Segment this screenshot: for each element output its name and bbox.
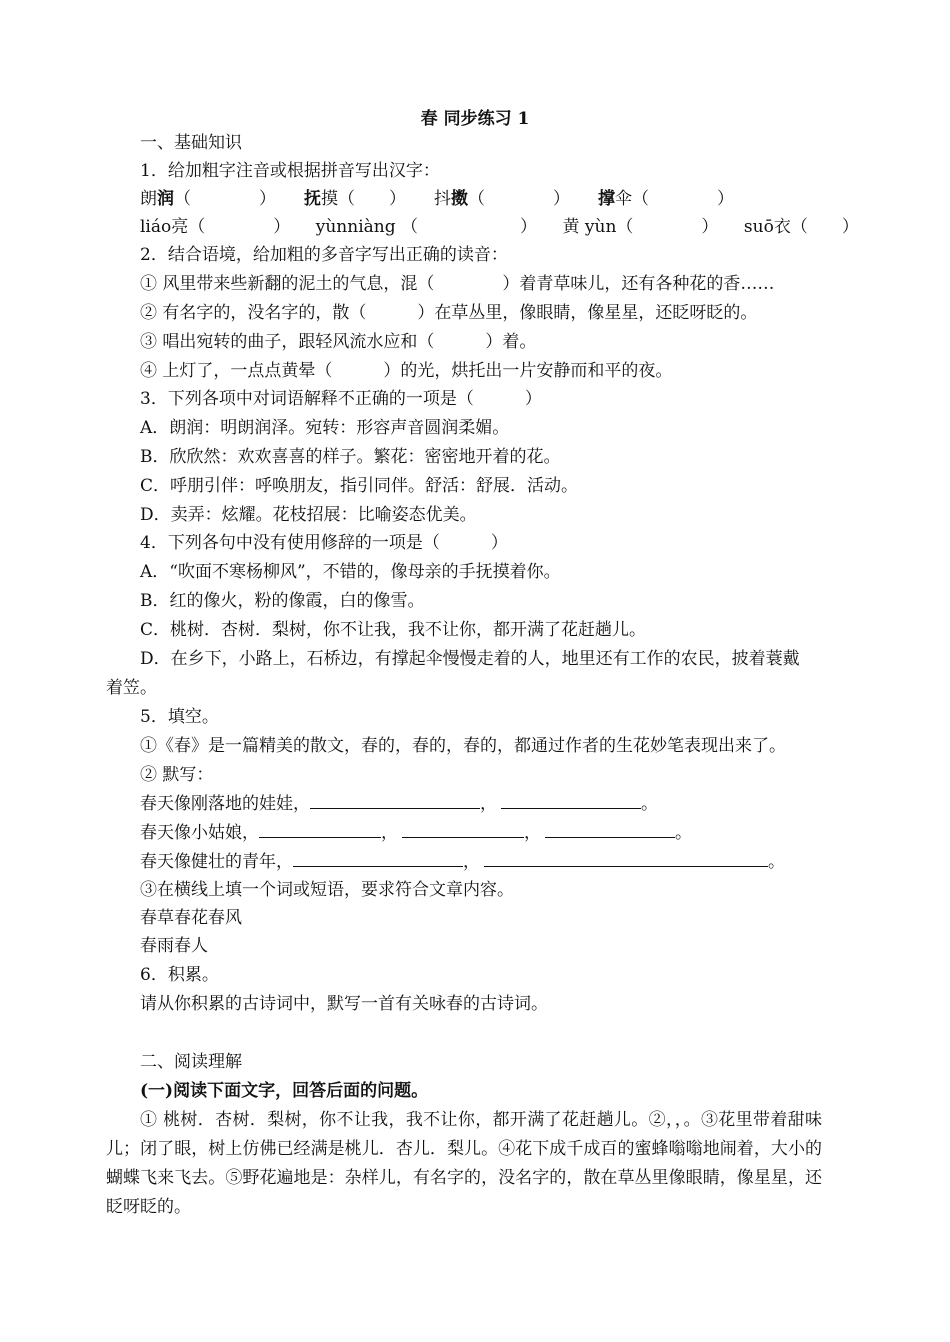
- fill-period: 。: [768, 852, 785, 872]
- answer-blank[interactable]: [259, 821, 381, 838]
- q1-blank[interactable]: 伞（ ）: [615, 189, 734, 209]
- reading-passage: ① 桃树．杏树．梨树，你不让我，我不让你，都开满了花赶趟儿。②，，。③花里带着甜味儿；闭了眼，树上仿佛已经满是桃儿．杏儿．梨儿。④花下成千成百的蜜蜂嗡嗡地闹着，大小的蝴蝶飞来飞去。⑤野花遍地是：杂样儿，有名字的，没名字的，散在草丛里像眼睛，像星星，还眨呀眨的。: [106, 1110, 822, 1217]
- fill-lead: 春天像健壮的青年，: [140, 852, 293, 872]
- q5-fill-line-2: [140, 821, 692, 844]
- q2-item-4: ④ 上灯了，一点点黄晕（ ）的光，烘托出一片安静而和平的夜。: [140, 361, 673, 381]
- q6-text: 请从你积累的古诗词中，默写一首有关咏春的古诗词。: [140, 994, 548, 1014]
- q4-option-c: C．桃树．杏树．梨树，你不让我，我不让你，都开满了花赶趟儿。: [140, 620, 647, 640]
- q4-prompt: 4．下列各句中没有使用修辞的一项是（ ）: [140, 533, 508, 553]
- q5-item-1: ①《春》是一篇精美的散文，春的，春的，春的，都通过作者的生花妙笔表现出来了。: [140, 736, 786, 756]
- q5-item-2: ② 默写：: [140, 765, 214, 785]
- q1-bold-char: 抚: [304, 189, 321, 209]
- answer-blank[interactable]: [484, 850, 768, 867]
- q5-item-3: ③在横线上填一个词或短语，要求符合文章内容。: [140, 880, 514, 900]
- q1-bold-char: 润: [157, 189, 174, 209]
- answer-blank[interactable]: [293, 850, 463, 867]
- q1-char: 抖: [434, 189, 451, 209]
- q5-prompt: 5．填空。: [140, 707, 219, 727]
- q1-blank[interactable]: （ ）: [174, 189, 276, 209]
- fill-comma: ，: [381, 823, 398, 843]
- answer-blank[interactable]: [501, 792, 641, 809]
- q4-option-a: A．“吹面不寒杨柳风”，不错的，像母亲的手抚摸着你。: [140, 562, 561, 582]
- fill-comma: ，: [524, 823, 541, 843]
- answer-blank[interactable]: [402, 821, 524, 838]
- q1-row1: [140, 188, 734, 210]
- q2-item-1: ① 风里带来些新翻的泥土的气息，混（ ）着青草味儿，还有各种花的香……: [140, 274, 775, 294]
- section-heading-basics: 一、基础知识: [140, 133, 242, 153]
- q4-option-d: D．在乡下，小路上，石桥边，有撑起伞慢慢走着的人，地里还有工作的农民，披着蓑戴: [140, 649, 800, 669]
- q5-fill-line-3: [140, 850, 785, 873]
- answer-blank[interactable]: [545, 821, 675, 838]
- q1-row2: liáo亮（ ） yùnniàng （ ） 黄 yùn（ ） suō衣（ ）: [140, 217, 859, 237]
- fill-lead: 春天像刚落地的娃娃，: [140, 794, 310, 814]
- q3-option-c: C．呼朋引伴：呼唤朋友，指引同伴。舒活：舒展．活动。: [140, 476, 579, 496]
- q2-item-2: ② 有名字的，没名字的，散（ ）在草丛里，像眼睛，像星星，还眨呀眨的。: [140, 303, 758, 323]
- q6-prompt: 6．积累。: [140, 965, 219, 985]
- q2-item-3: ③ 唱出宛转的曲子，跟轻风流水应和（ ）着。: [140, 332, 537, 352]
- section-heading-reading: 二、阅读理解: [140, 1052, 242, 1072]
- answer-blank[interactable]: [310, 792, 480, 809]
- q1-blank[interactable]: （ ）: [468, 189, 570, 209]
- q4-option-d-cont: 着笠。: [106, 678, 157, 698]
- fill-lead: 春天像小姑娘，: [140, 823, 259, 843]
- fill-comma: ，: [463, 852, 480, 872]
- q5-word-line-1: 春草春花春风: [140, 908, 242, 928]
- q1-bold-char: 擞: [451, 189, 468, 209]
- q3-option-b: B．欣欣然：欢欢喜喜的样子。繁花：密密地开着的花。: [140, 447, 561, 467]
- reading-heading: (一)阅读下面文字，回答后面的问题。: [140, 1081, 429, 1101]
- q1-bold-char: 撑: [598, 189, 615, 209]
- q3-prompt: 3．下列各项中对词语解释不正确的一项是（ ）: [140, 389, 542, 409]
- fill-comma: ，: [480, 794, 497, 814]
- q5-fill-line-1: [140, 792, 658, 815]
- q1-prompt: 1．给加粗字注音或根据拼音写出汉字：: [140, 161, 440, 181]
- page-title: 春 同步练习 1: [420, 109, 530, 129]
- q1-char: 朗: [140, 189, 157, 209]
- q3-option-a: A．朗润：明朗润泽。宛转：形容声音圆润柔媚。: [140, 418, 510, 438]
- q1-blank[interactable]: 摸（ ）: [321, 189, 406, 209]
- q2-prompt: 2．结合语境，给加粗的多音字写出正确的读音：: [140, 245, 508, 265]
- fill-period: 。: [675, 823, 692, 843]
- fill-period: 。: [641, 794, 658, 814]
- q4-option-b: B．红的像火，粉的像霞，白的像雪。: [140, 591, 425, 611]
- q3-option-d: D．卖弄：炫耀。花枝招展：比喻姿态优美。: [140, 505, 477, 525]
- q5-word-line-2: 春雨春人: [140, 936, 208, 956]
